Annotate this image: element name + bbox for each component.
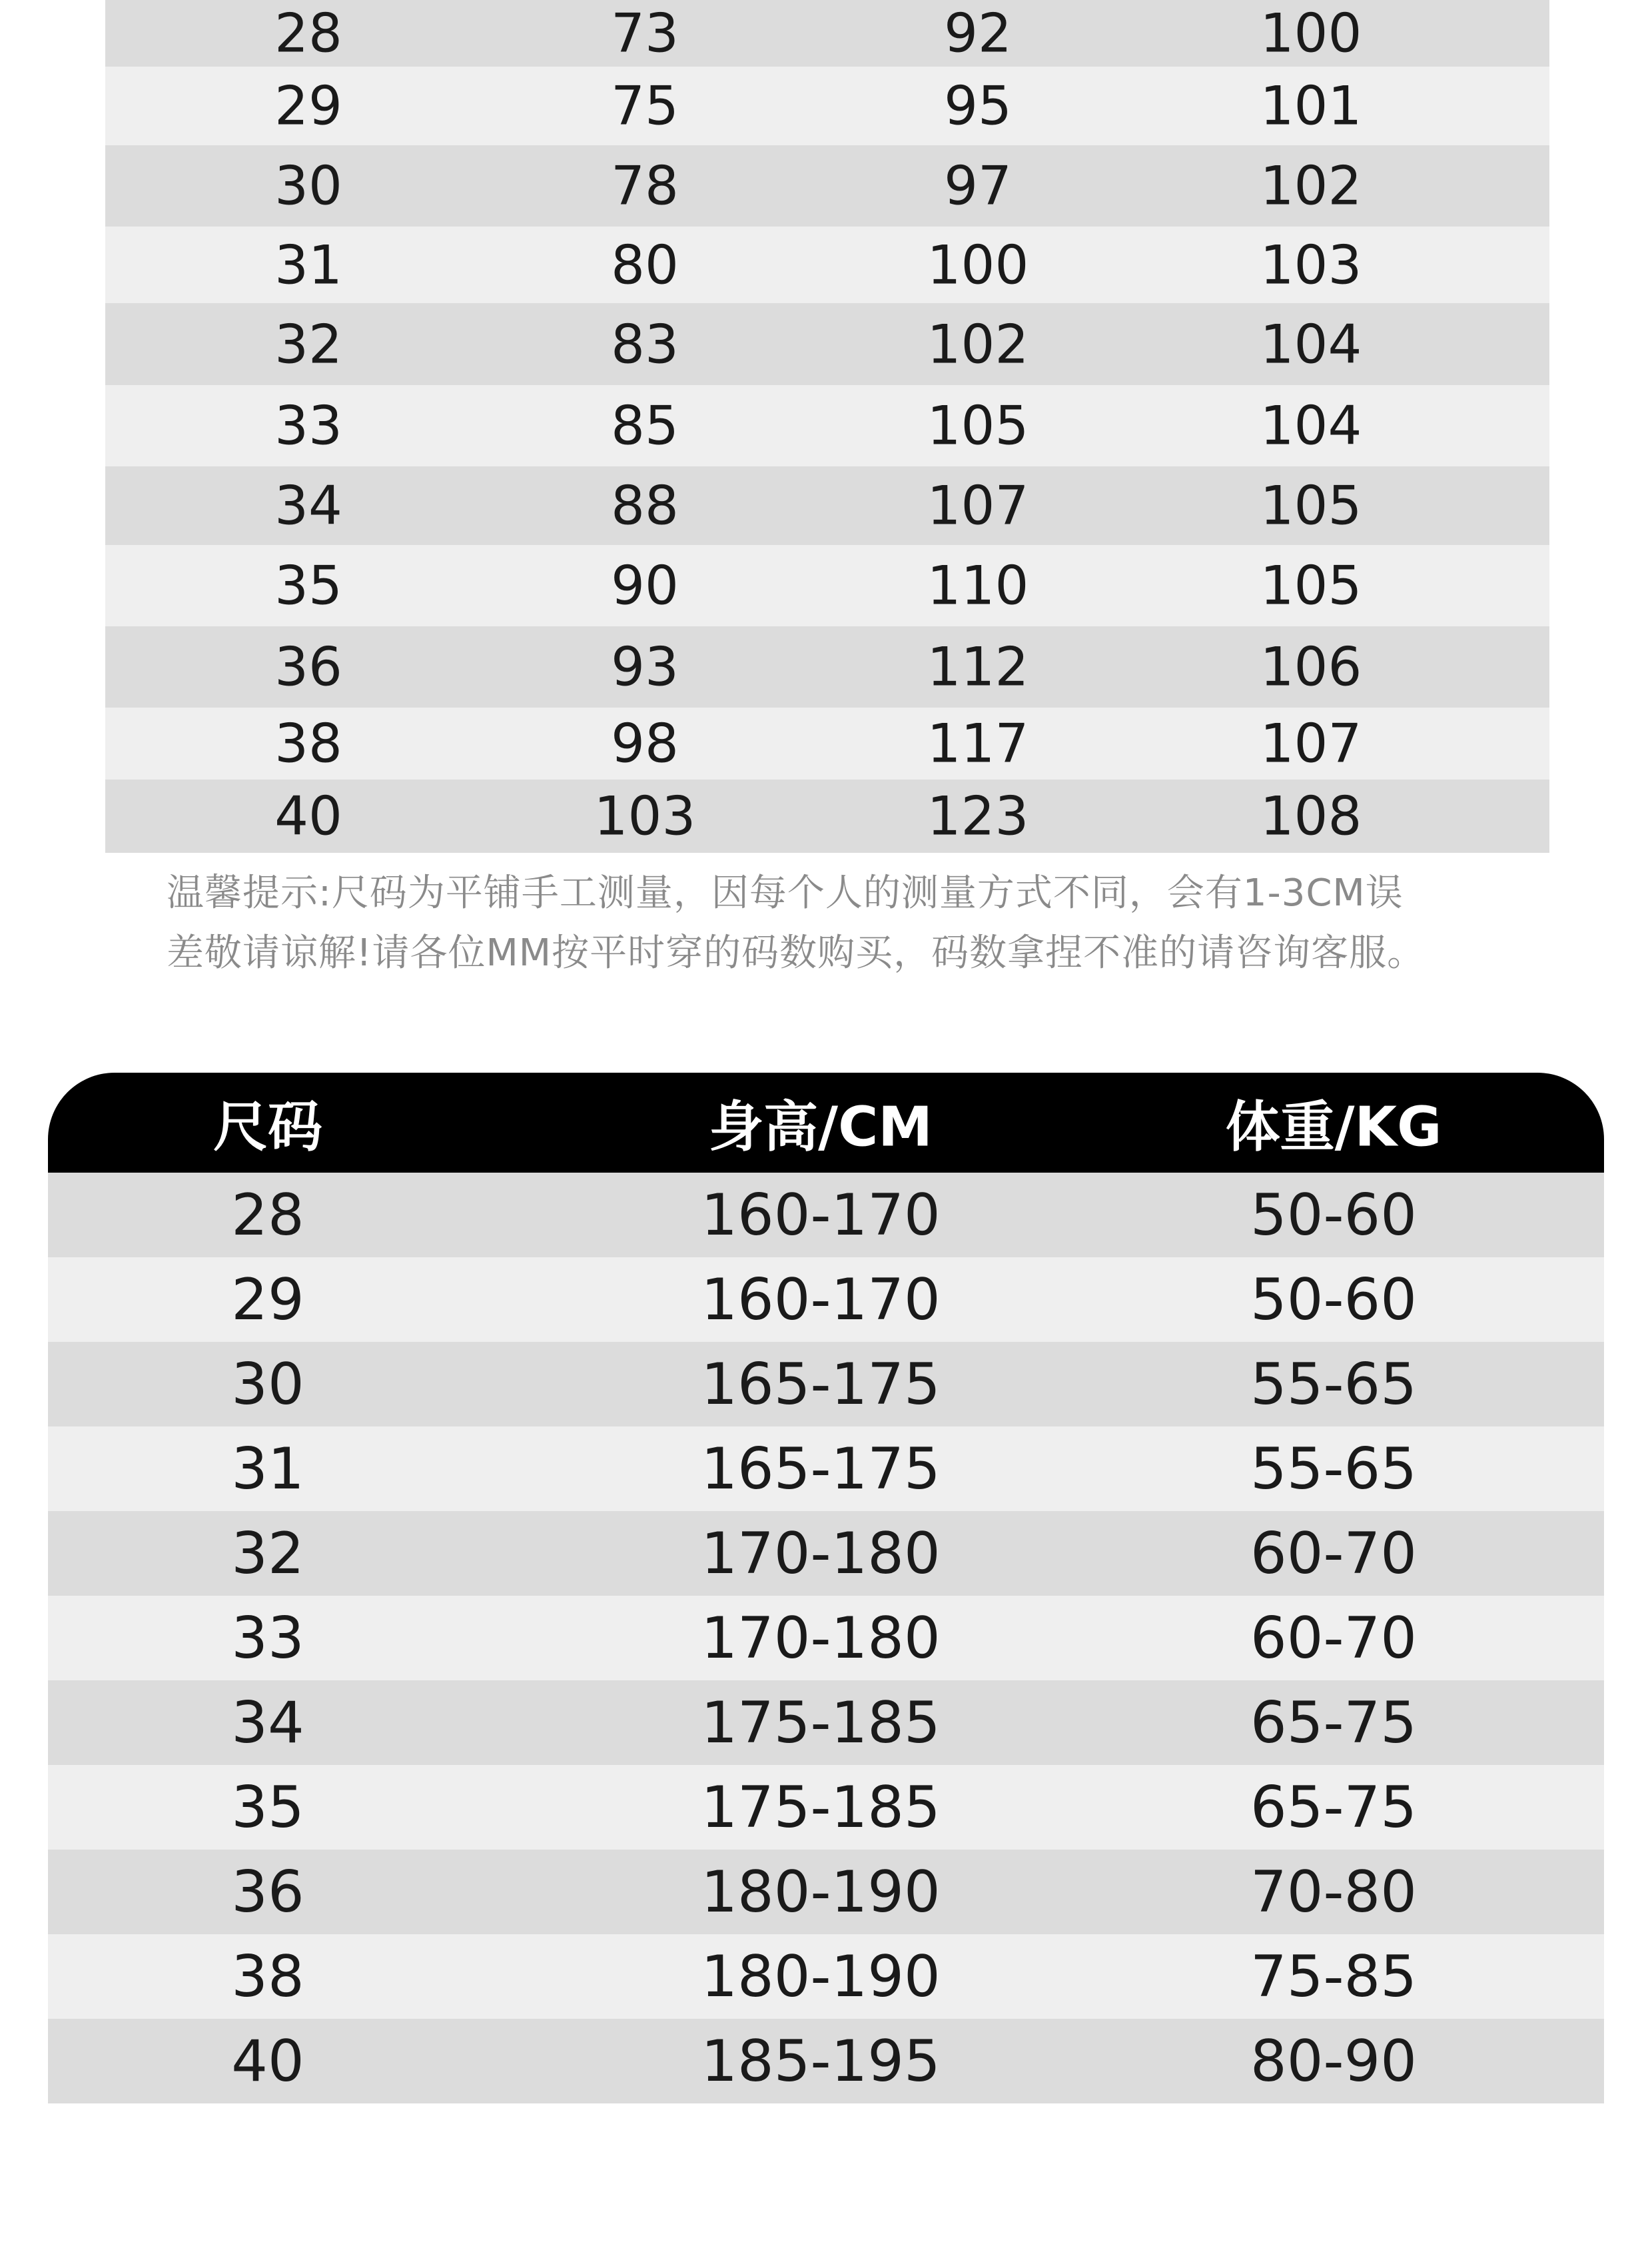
table-cell: 31 [231,1435,304,1502]
table-cell: 34 [231,1689,304,1756]
table-cell: 30 [231,1351,304,1418]
table-cell: 38 [274,712,342,775]
table-cell: 29 [274,75,342,137]
table-cell: 28 [231,1181,304,1249]
table-cell: 80-90 [1250,2027,1417,2095]
table-row [105,145,1549,227]
table-cell: 80 [611,234,679,296]
table-cell: 185-195 [701,2027,941,2095]
table-cell: 110 [927,554,1029,617]
table-cell: 123 [927,785,1029,848]
table-cell: 34 [274,474,342,537]
table-cell: 35 [231,1774,304,1841]
table-cell: 70-80 [1250,1858,1417,1926]
table-cell: 73 [611,2,679,65]
table-row [105,385,1549,466]
table-cell: 33 [231,1604,304,1672]
table-cell: 33 [274,394,342,457]
table-cell: 29 [231,1266,304,1333]
table-cell: 75 [611,75,679,137]
table-row [48,1342,1604,1426]
table-cell: 95 [944,75,1012,137]
table-cell: 105 [927,394,1029,457]
table-cell: 65-75 [1250,1774,1417,1841]
table-cell: 104 [1260,394,1362,457]
table-cell: 170-180 [701,1604,941,1672]
table-cell: 36 [231,1858,304,1926]
table-row [105,626,1549,708]
table-cell: 165-175 [701,1351,941,1418]
tip-line-2: 差敬请谅解!请各位MM按平时穿的码数购买，码数拿捏不准的请咨询客服。 [167,931,1426,975]
table-cell: 165-175 [701,1435,941,1502]
table-cell: 103 [594,785,696,848]
table-row [105,227,1549,303]
table-row [48,1934,1604,2019]
table-cell: 97 [944,155,1012,217]
table-cell: 105 [1260,554,1362,617]
table-row [48,1257,1604,1342]
header-weight: 体重/KG [1225,1095,1442,1159]
table-cell: 38 [231,1943,304,2010]
table-row [48,1426,1604,1511]
table-row [105,0,1549,67]
table-cell: 106 [1260,636,1362,698]
table-cell: 50-60 [1250,1181,1417,1249]
table-row [105,545,1549,626]
table-cell: 93 [611,636,679,698]
table-cell: 175-185 [701,1774,941,1841]
table-row [48,1173,1604,1257]
table-row [48,2019,1604,2103]
table-cell: 98 [611,712,679,775]
table-cell: 32 [274,313,342,375]
table-cell: 180-190 [701,1858,941,1926]
table-cell: 102 [927,313,1029,375]
table-cell: 104 [1260,313,1362,375]
table-cell: 83 [611,313,679,375]
table-cell: 31 [274,234,342,296]
table-cell: 40 [231,2027,304,2095]
table-cell: 50-60 [1250,1266,1417,1333]
table-cell: 180-190 [701,1943,941,2010]
table-cell: 105 [1260,474,1362,537]
table-cell: 60-70 [1250,1604,1417,1672]
table-row [105,780,1549,853]
table-cell: 28 [274,2,342,65]
table-cell: 100 [927,234,1029,296]
table-row [48,1680,1604,1765]
table-cell: 103 [1260,234,1362,296]
table-cell: 92 [944,2,1012,65]
table-cell: 35 [274,554,342,617]
table-cell: 85 [611,394,679,457]
table-row [105,708,1549,780]
table-cell: 102 [1260,155,1362,217]
table-row [48,1850,1604,1934]
table-cell: 117 [927,712,1029,775]
table-cell: 107 [927,474,1029,537]
table-cell: 175-185 [701,1689,941,1756]
table-row [105,466,1549,545]
tip-line-1: 温馨提示:尺码为平铺手工测量，因每个人的测量方式不同，会有1-3CM误 [167,871,1404,915]
table-cell: 40 [274,785,342,848]
table-cell: 55-65 [1250,1435,1417,1502]
table-row [48,1765,1604,1850]
table-cell: 108 [1260,785,1362,848]
table-cell: 75-85 [1250,1943,1417,2010]
table-cell: 30 [274,155,342,217]
table-cell: 100 [1260,2,1362,65]
table-cell: 60-70 [1250,1520,1417,1587]
header-height: 身高/CM [709,1095,933,1159]
table-cell: 160-170 [701,1266,941,1333]
size-tip-note [167,863,1499,983]
table-cell: 36 [274,636,342,698]
header-size: 尺码 [212,1095,322,1159]
table-cell: 160-170 [701,1181,941,1249]
table-cell: 107 [1260,712,1362,775]
table-cell: 88 [611,474,679,537]
table-row [48,1596,1604,1680]
table-cell: 90 [611,554,679,617]
table-row [48,1511,1604,1596]
table-cell: 112 [927,636,1029,698]
table-row [105,303,1549,385]
table-cell: 55-65 [1250,1351,1417,1418]
table-cell: 32 [231,1520,304,1587]
table-cell: 78 [611,155,679,217]
table-cell: 65-75 [1250,1689,1417,1756]
table-cell: 101 [1260,75,1362,137]
table-cell: 170-180 [701,1520,941,1587]
table-row [105,67,1549,145]
table-header [48,1073,1604,1173]
